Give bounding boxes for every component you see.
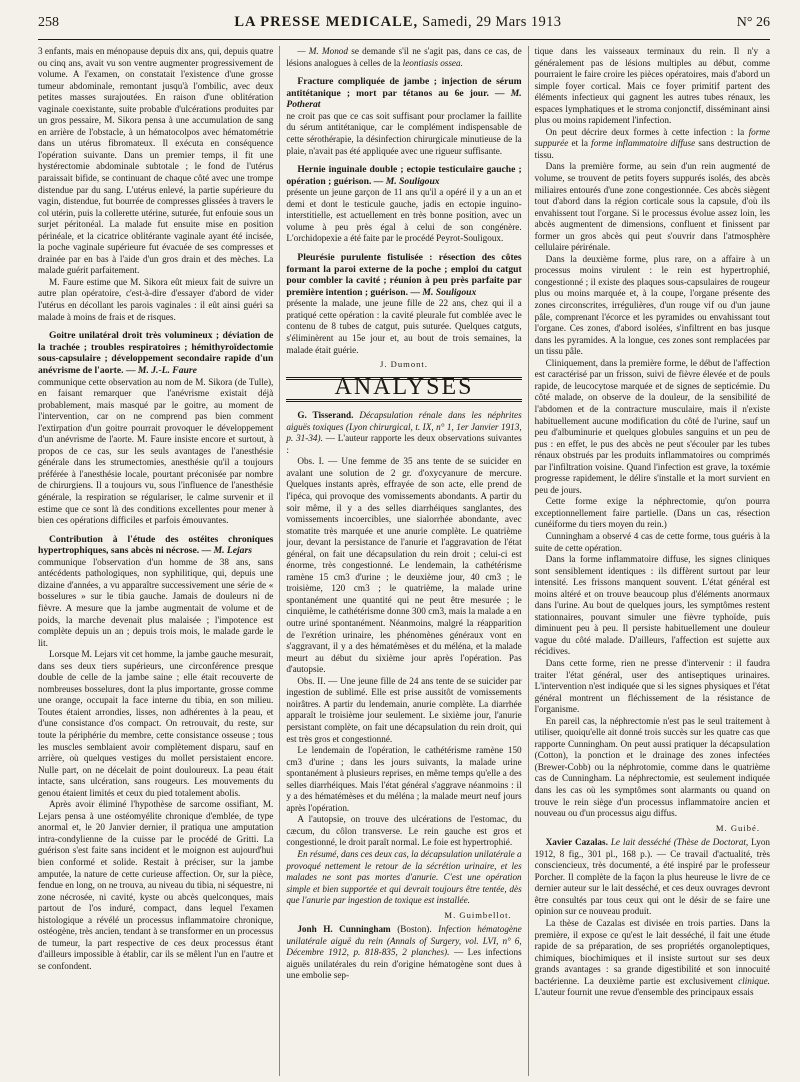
running-title bbox=[234, 14, 561, 31]
review-entry bbox=[286, 924, 521, 982]
review-author: Xavier Cazalas. bbox=[545, 837, 608, 848]
review-source: (Lyon chirurgical, t. IX, n° 1, 1er Janvier 1913, p. 31-34). bbox=[286, 421, 522, 444]
journal-name: LA PRESSE MEDICALE, bbox=[234, 14, 419, 30]
paragraph: En résumé, dans ces deux cas, la décapsulation unilatérale a provoqué nettement le retour de la sécrétion urinaire, et les malades ne sont pas mortes d'anurie. C'est une opération simple et bien supportée et qui devrait toujours être tentée, dès que l'anurie par ingestion de toxique est installée. bbox=[286, 848, 522, 906]
column-2 bbox=[279, 46, 527, 1076]
paragraph: ne croit pas que ce cas soit suffisant pour proclamer la faillite du sérum antitétanique, car le complément indispensable de cette sérothérapie, la désinfection chirurgicale minutieuse de la plaie, n'avait pas été appliquée avec une rigueur suffisante. bbox=[286, 110, 522, 156]
paragraph: En pareil cas, la néphrectomie n'est pas le seul traitement à utiliser, quoiqu'elle ait donné trois succès sur les quatre cas que rapporte Cunningham. On peut aussi pratiquer la décapsulation (Cotton), la ponction et le drainage des zones infectées (Brewer-Cobb) ou la néphrotomie, comme dans le quatrième cas de Cunningham. La néphrectomie, est seulement indiquée dans les cas où les symptômes sont alarmants ou quand on trouve le rein siège d'un processus inflammatoire ancien et nouveau ou d'un processus aigu diffus. bbox=[534, 715, 770, 819]
article-author: — M. Potherat bbox=[286, 87, 522, 111]
paragraph: tique dans les vaisseaux terminaux du rein. Il n'y a généralement pas de lésions multiples au début, comme pourraient le faire croire les pièces opératoires, mais d'abord un simple foyer cortical. Mais ce foyer primitif partent des éléments infectieux qui gagnent les autres tubes rénaux, les espaces lymphatiques et le stroma conjonctif, disséminant ainsi plus ou moins rapidement l'infection. bbox=[534, 46, 770, 126]
review-text: — L'auteur rapporte les deux observations suivantes : bbox=[286, 433, 522, 455]
review-source: Lyon 1912, 8 fig., 301 pl., 168 p.). bbox=[534, 837, 770, 859]
paragraph: communique cette observation au nom de M. Sikora (de Tulle), en faisant remarquer que l'anévrisme existait déjà probablement, mais masqué par le goitre, au moment de l'intervention, car on ne comprend pas bien comment l'extirpation d'un goitre pourrait provoquer le développement d'un anévrisme de l'aorte. M. Faure insiste encore et surtout, à propos de ce cas, sur les seuls avantages de l'anesthésie générale dans les strumectomies, anesthésie qu'il a toujours préférée à l'anesthésie locale, pourtant préconisée par nombre de chirurgiens. Il a toujours vu, sous l'influence de l'anesthésie générale, la respiration se régulariser, le calme survenir et il estime que ce sont là des conditions excellentes pour mener à bien ces opérations difficiles et parfois émouvantes. bbox=[38, 376, 274, 526]
paragraph-italic: forme inflammatoire diffuse bbox=[591, 138, 696, 149]
paragraph-text: sans destruction de tissu. bbox=[534, 138, 770, 160]
column-3 bbox=[528, 46, 770, 1076]
paragraph: Dans la première forme, au sein d'un rein augmenté de volume, se trouvent de petits foyers suppurés isolés, des abcès miliaires entourés d'une zone congestionnée. Ces abcès siègent tout d'abord dans la région corticale sous la capsule, d'où ils envahissent tout l'organe. Si le processus évolue assez loin, les abcès augmentent de dimensions, confluent et finissent par former un gros abcès qui peut s'ouvrir dans l'atmosphère cellulaire périrénale. bbox=[534, 161, 770, 253]
paragraph: présente la malade, une jeune fille de 22 ans, chez qui il a pratiqué cette opération : la cavité pleurale fut comblée avec le contenu de 8 tubes de catgut, puis suturée. Quelques catguts, s'éliminèrent au 15e jour et, au bout de trois semaines, la malade était guérie. bbox=[286, 298, 522, 355]
paragraph-italic: forme suppurée bbox=[534, 126, 770, 149]
running-header bbox=[38, 14, 770, 40]
article-heading bbox=[38, 534, 273, 557]
paragraph: Dans cette forme, rien ne presse d'intervenir : il faudra traiter l'état général, user des antiseptiques urinaires. L'intervention n'est indiquée que si les signes physiques et l'état général montrent un fléchissement de la résistance de l'organisme. bbox=[534, 657, 770, 715]
section-banner bbox=[286, 373, 521, 403]
review-entry bbox=[286, 410, 521, 456]
paragraph-text: On peut décrire deux formes à cette infection : la bbox=[545, 126, 745, 137]
paragraph: Dans la deuxième forme, plus rare, on a affaire à un processus moins virulent : le rein est hypertrophié, congestionné ; il existe des plaques sous-capsulaires de rougeur plus ou moins marquée et, à la coupe, l'organe présente des zones circonscrites, irrégulières, d'un rouge vif ou d'un jaune pâle, comprenant l'écorce et les pyramides ou envahissant tout l'organe. Ces zones, d'abord isolées, s'infiltrent en bas jusque dans les pyramides. A la longue, ces zones sont remplacées par un tissu pâle. bbox=[534, 253, 770, 357]
review-author: G. Tisserand. bbox=[297, 410, 354, 421]
signature: J. Dumont. bbox=[380, 359, 428, 370]
paragraph: Le lendemain de l'opération, le cathétérisme ramène 150 cm3 d'urine ; dans les jours suivants, la malade urine spontanément à plusieurs reprises, en même temps qu'elle a des selles diarrhéiques. Mais l'état général s'aggrave néanmoins : il y a des hématémèses et du méléna ; la malade meurt neuf jours après l'opération. bbox=[286, 745, 522, 813]
article-title: Hernie inguinale double ; ectopie testiculaire gauche ; opération ; guérison. bbox=[286, 164, 522, 187]
article-author: — M. J.-L. Faure bbox=[125, 364, 197, 376]
paragraph: présente un jeune garçon de 11 ans qu'il a opéré il y a un an et demi et dont le testicule gauche, jadis en ectopie inguino-interstitielle, est actuellement en très bonne position, avec un volume à peu près égal à celui de son congénère. L'orchidopexie a été faite par le procédé Peyrot-Souligoux. bbox=[286, 187, 522, 244]
article-title: Pleurésie purulente fistulisée : résection des côtes formant la paroi externe de la poche ; emploi du catgut pour combler la cavité ; réunion à peu près parfaite par première intention ; guérison. bbox=[286, 251, 522, 298]
paragraph-text: et la bbox=[571, 138, 588, 149]
signature: M. Guibé. bbox=[715, 822, 760, 833]
signature: M. Guimbellot. bbox=[444, 909, 512, 920]
review-title: Décapsulation rénale dans les néphrites aiguës toxiques bbox=[286, 410, 522, 432]
article-title: Fracture compliquée de jambe ; injection de sérum antitétanique ; mort par tétanos au 6e jour. bbox=[286, 76, 522, 99]
review-author: Jonh H. Cunningham bbox=[297, 924, 391, 935]
article-title: Contribution à l'étude des ostéites chroniques hypertrophiques, sans abcès ni nécrose. bbox=[38, 533, 274, 557]
paragraph bbox=[535, 127, 770, 162]
paragraph: communique l'observation d'un homme de 38 ans, sans antécédents pathologiques, non syphilitique, qui, depuis une dizaine d'années, a vu apparaître successivement une série de « bosselures » sur le tibia gauche. Jamais de douleurs ni de fièvre. A mesure que la jambe augmentait de volume et de poids, la marche devenait plus malaisée ; l'impotence est complète depuis un an ; depuis trois mois, le malade garde le lit. bbox=[38, 556, 274, 648]
review-thesis: (Thèse de Doctorat, bbox=[673, 837, 749, 848]
article-heading bbox=[286, 164, 521, 187]
paragraph-italic: clinique. bbox=[738, 975, 770, 986]
paragraph: Cette forme exige la néphrectomie, qu'on pourra exceptionnellement faire partielle. (Dans un cas, résection cunéiforme du tiers moyen du rein.) bbox=[534, 496, 770, 530]
article-author: — M. Monod bbox=[297, 46, 348, 56]
paragraph-text: L'auteur fournit une revue d'ensemble des principaux essais bbox=[534, 987, 754, 998]
review-place: (Boston). bbox=[397, 924, 432, 935]
columns bbox=[38, 46, 770, 1076]
paragraph: Après avoir éliminé l'hypothèse de sarcome ossifiant, M. Lejars pensa à une ostéomyélite chronique d'emblée, de type anormal et, le 20 Janvier dernier, il pratiqua une amputation intra-condylienne de la cuisse par le procédé de Gritti. La guérison s'est faite sans incident et le moignon est aujourd'hui bien conformé et solide. Restait à préciser, sur la jambe amputée, la nature de cette curieuse affection. Or, sur la pièce, fendue en long, on ne trouva, au niveau du tibia, ni séquestre, ni zone nécrosée, ni cavité, kyste ou abcès quelconques, mais partout de l'os induré, compact, dans lequel l'examen histologique a révélé un processus inflammatoire chronique, ostéogène, très ancien, tendant à se transformer en un processus de tumeur, la part respective de ces deux processus étant d'ailleurs impossible à établir, car ils se mêlent l'un en l'autre et se confondent. bbox=[38, 799, 274, 971]
paragraph: Obs. I. — Une femme de 35 ans tente de se suicider en avalant une solution de 2 gr. d'oxycyanure de mercure. Quelques instants après, effrayée de son acte, elle prend de l'ipéca, qui provoque des vomissements abondants. A partir du soir même, il y a des selles diarrhéiques sanglantes, des vomissements incoercibles, une sialorrhée abondante, avec stomatite très marquée et une anurie complète. Le quatrième jour, devant la persistance de l'anurie et l'aggravation de l'état général, on fait une décapsulation du rein droit ; celui-ci est énorme, très congestionné. Le lendemain, la cathétérisme ramène 15 cm3 d'urine ; le deuxième jour, 40 cm3 ; le troisième, 120 cm3 ; le quatrième, la malade urine spontanément une quantité qui ne peut être mesurée ; le cinquième, le cathétérisme donne 300 cm3, mais la malade a en outre uriné spontanément. Néanmoins, malgré la réapparition de l'exrétion urinaire, les phénomènes généraux vont en s'aggravant, il y a des hématémèses et du méléna, et la malade meurt au début du sixième jour après l'opération. Pas d'autopsie. bbox=[286, 456, 522, 675]
paragraph: 3 enfants, mais en ménopause depuis dix ans, qui, depuis quatre ou cinq ans, avait vu son ventre augmenter progressivement de volume. A l'examen, on constatait l'existence d'une grosse tumeur abdominale, remontant jusqu'à l'ombilic, avec deux petites masses surajoutées. En raison d'une oblitération vaginale coexistante, suite probable d'ulcérations produites par un gros pessaire, M. Sikora pensa à une accumulation de sang en arrière de l'obstacle, à un hématocolpos avec hématométrie dans un utérus fibromateux. Il exécuta en conséquence l'opération suivante. Dans un premier temps, il fit une hystérectomie abdominale subtotale ; le fond de l'utérus paraissait bifide, se continuant de chaque côté avec une trompe distendue par du sang. L'utérus enlevé, la partie supérieure du vagin, distendue, fut bourrée de compresses glissées à travers le col utérin, puis la collerette utérine, suturée, fut enfouie sous un surjet péritonéal. La malade fut ensuite mise en position périnéale, et la cicatrice oblitérante vaginale ayant été incisée, la poche vaginale supérieure fut évacuée de ses compresses et drainée par en bas à l'aide d'un gros drain et des mèches. La malade guérit parfaitement. bbox=[38, 46, 274, 276]
review-text: — Ce travail d'actualité, très consciencieux, très documenté, a été inspiré par le professeur Porcher. Il complète de la façon la plus heureuse le livre de ce dernier auteur sur le lait desséché, et ces deux ouvrages devront être consultés par tous ceux qui ont le désir de se faire une opinion sur ce nouveau produit. bbox=[534, 848, 770, 917]
article-author: — M. Souligoux bbox=[410, 286, 477, 298]
paragraph: Cunningham a observé 4 cas de cette forme, tous guéris à la suite de cette opération. bbox=[534, 530, 770, 553]
review-title: Le lait desséché bbox=[610, 837, 671, 848]
column-1 bbox=[38, 46, 279, 1076]
paragraph: Obs. II. — Une jeune fille de 24 ans tente de se suicider par ingestion de sublimé. Elle est prise aussitôt de vomissements noirâtres. A partir du lendemain, anurie complète. La diarrhée apparaît le troisième jour seulement. Le sixième jour, l'anurie persistant complète, on fait une décapsulation du rein droit, qui est très gros et congestionné. bbox=[286, 675, 522, 744]
paragraph-text: La thèse de Cazalas est divisée en trois parties. Dans la première, il expose ce qu'est le lait desséché, il fait une étude rapide de sa préparation, de ses propriétés organoleptiques, chimiques, biochimiques et il insiste surtout sur ses deux grands avantages : sa grande digestibilité et son innocuité bactérienne. La deuxième partie est exclusivement bbox=[534, 918, 770, 986]
paragraph-text: se demande s'il ne s'agit pas, dans ce cas, de lésions analogues à celles de la bbox=[286, 46, 522, 68]
section-title: ANALYSES bbox=[334, 373, 474, 400]
paragraph bbox=[535, 918, 770, 999]
paragraph: Dans la forme inflammatoire diffuse, les signes cliniques sont sensiblement identiques : ils diffèrent surtout par leur intensité. Les frissons manquent souvent. L'état général est moins altéré et on trouve beaucoup plus d'éléments anormaux dans l'urine. Au bout de quelques jours, les symptômes restent stationnaires, pouvant simuler une fièvre typhoïde, puis diminuent peu à peu. Il persiste habituellement une douleur vague du côté malade. D'ailleurs, l'affection est sujette aux récidives. bbox=[534, 554, 770, 657]
issue-date: Samedi, 29 Mars 1913 bbox=[422, 14, 562, 30]
paragraph: Lorsque M. Lejars vit cet homme, la jambe gauche mesurait, dans ses deux tiers supérieurs, une circonférence presque double de celle de la jambe saine ; elle était recouverte de nombreuses bosselures, dont la plus importante, grosse comme une orange, occupait la face interne du tibia, en son milieu. Toutes étaient arrondies, lisses, non adhérentes à la peau, et d'une consistance d'os compact. On retrouvait, du reste, sur toute la périphérie du membre, cette consistance osseuse ; tous les muscles semblaient avoir complètement disparu, sauf en arrière, où quelques vestiges du mollet persistaient encore. Nulle part, on ne décelait de point douloureux. La peau était intacte, sans ulcération, sans rougeurs. Les mouvements du genou étaient limités et ceux du pied totalement abolis. bbox=[38, 649, 274, 798]
article-heading bbox=[38, 330, 273, 376]
article-author: — M. Lejars bbox=[201, 545, 252, 557]
paragraph: M. Faure estime que M. Sikora eût mieux fait de suivre un autre plan opératoire, c'est-à-dire d'essayer d'abord de vider l'utérus en décollant les parois vaginales : il eût ainsi guéri sa malade à moins de frais et de risques. bbox=[38, 276, 274, 322]
review-text: — Les infections aiguës unilatérales du rein d'origine hématogène sont dues à une embolie sep- bbox=[286, 947, 522, 981]
review-title: Infection hématogène unilatérale aiguë du rein bbox=[286, 924, 522, 946]
review-source: (Annals of Surgery, vol. LVI, n° 6, Décembre 1912, p. 818-835, 2 planches). bbox=[286, 935, 522, 958]
issue-number: N° 26 bbox=[736, 15, 770, 30]
paragraph: A l'autopsie, on trouve des ulcérations de l'estomac, du cæcum, du côlon transverse. Le rein gauche est gros et congestionné, le droit paraît normal. Le foie est hypertrophié. bbox=[286, 814, 522, 848]
review-entry bbox=[535, 837, 770, 918]
paragraph-italic: leontiasis ossea. bbox=[402, 57, 463, 68]
page-number: 258 bbox=[38, 15, 59, 30]
paragraph bbox=[286, 46, 521, 69]
paragraph: Cliniquement, dans la première forme, le début de l'affection est caractérisé par un frisson, suivi de fièvre élevée et de pouls rapide, de leucocytose marquée et de signes de septicémie. Du côté malade, on observe de la douleur, de la sensibilité de l'abdomen et de la contracture musculaire, mais il n'existe habituellement aucune modification du côté de l'urine, sauf un peu d'albuminurie et quelques globules sanguins et un peu de pus : en effet, le pus des abcès ne peut s'écouler par les tubes rénaux obstrués par les produits inflammatoires ou comprimés par l'infiltration voisine. Quand l'infection est grave, la toxémie progresse rapidement, le délire s'installe et la mort survient en peu de jours. bbox=[534, 357, 770, 495]
article-title: Goitre unilatéral droit très volumineux ; déviation de la trachée ; troubles respiratoires ; hémithyroïdectomie sous-capsulaire ; développement secondaire rapide d'un anévrisme de l'aorte. bbox=[38, 330, 274, 376]
article-heading bbox=[286, 76, 521, 111]
article-heading bbox=[286, 252, 521, 298]
article-author: — M. Souligoux bbox=[373, 175, 440, 187]
